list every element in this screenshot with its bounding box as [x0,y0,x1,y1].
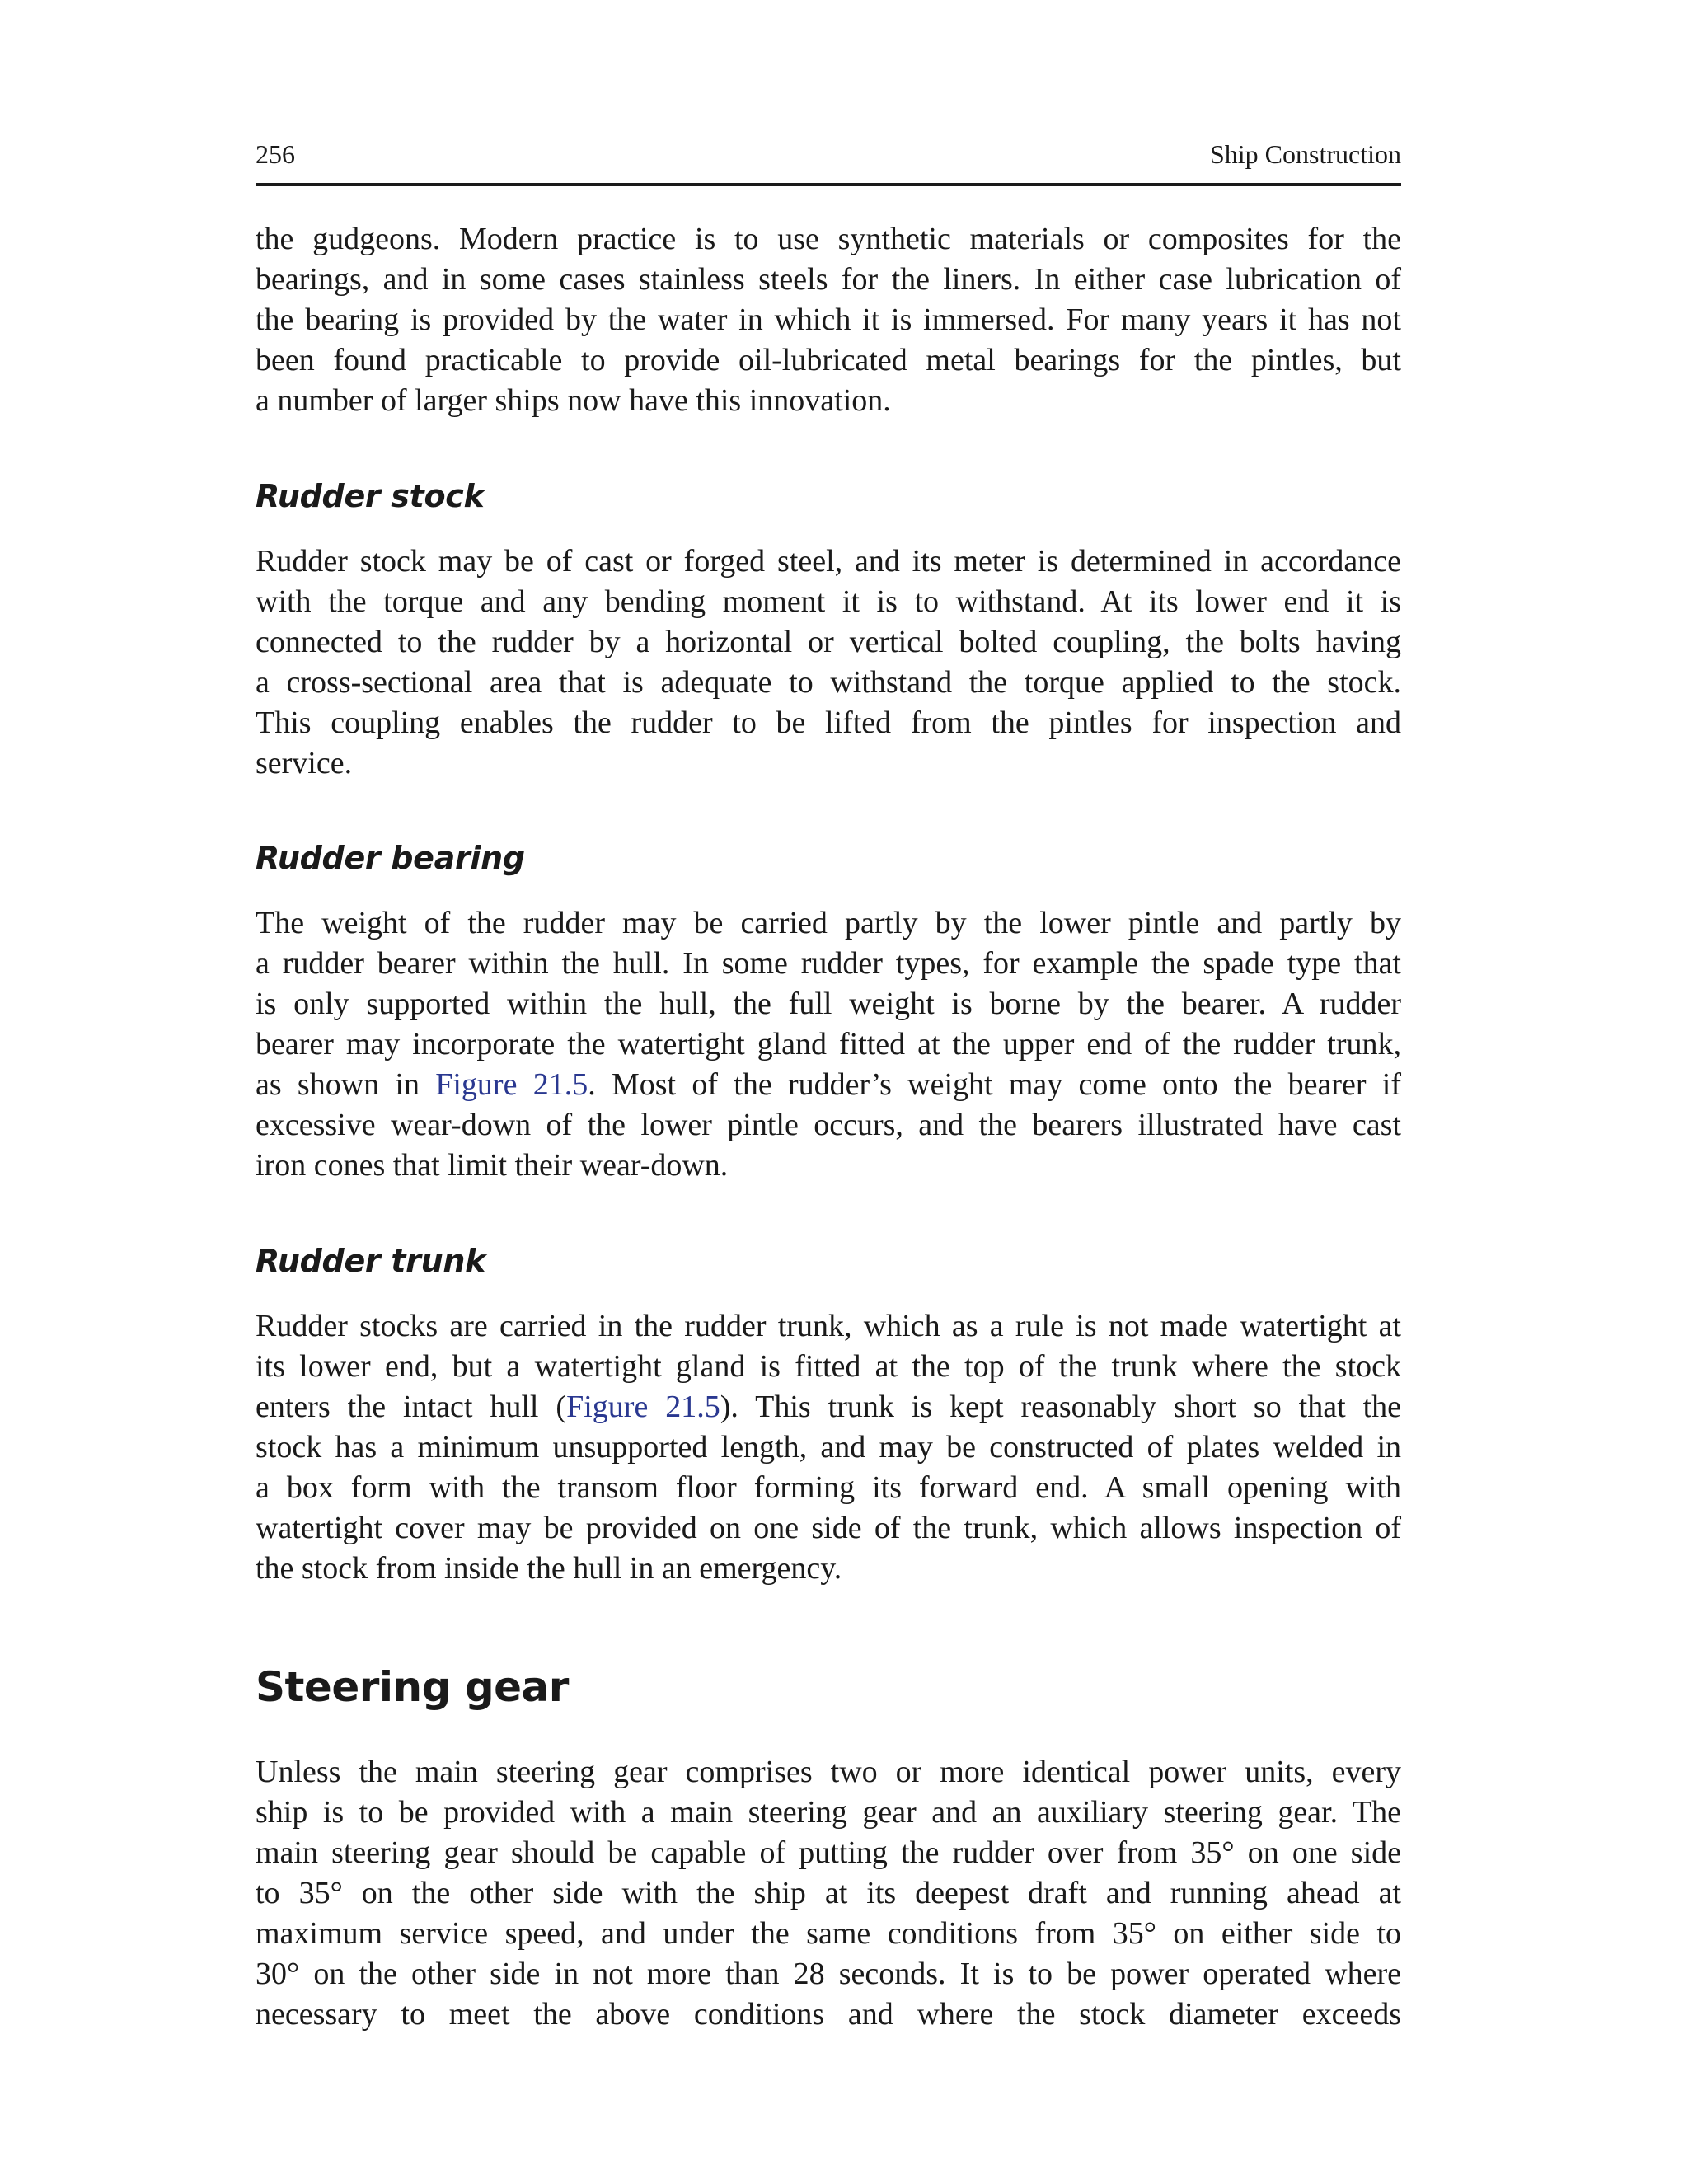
text-line: 30° on the other side in not more than 28 seconds. It is to be power operated where [256,1957,1401,1991]
text-line: been found practicable to provide oil-lubricated metal bearings for the pintles, but [256,343,1401,377]
text-line: necessary to meet the above conditions and where the stock diameter exceeds [256,1997,1401,2032]
text-line: bearer may incorporate the watertight gland fitted at the upper end of the rudder trunk, [256,1027,1401,1062]
text-line: a box form with the transom floor forming its forward end. A small opening with [256,1470,1401,1505]
running-title: Ship Construction [1209,139,1401,169]
text-line: iron cones that limit their wear-down. [256,1148,729,1183]
page-number: 256 [256,139,295,169]
text-line: the bearing is provided by the water in which it is immersed. For many years it has not [256,302,1401,337]
text-line: a cross-sectional area that is adequate to withstand the torque applied to the stock. [256,665,1401,700]
section-heading-rudder-trunk: Rudder trunk [256,1243,486,1279]
text-line: stock has a minimum unsupported length, and may be constructed of plates welded in [256,1430,1401,1465]
text-line: The weight of the rudder may be carried partly by the lower pintle and partly by [256,906,1401,940]
text-line: Rudder stocks are carried in the rudder trunk, which as a rule is not made watertight at [256,1309,1401,1343]
rudder-stock-paragraph [256,541,1401,784]
page-header [256,135,1401,186]
text-line: the gudgeons. Modern practice is to use synthetic materials or composites for the [256,222,1401,256]
text-line: to 35° on the other side with the ship at its deepest draft and running ahead at [256,1876,1401,1910]
steering-gear-paragraph [256,1752,1401,2035]
text-line [256,1387,1401,1427]
text-line: watertight cover may be provided on one side of the trunk, which allows inspection of [256,1511,1401,1545]
text-run: enters the intact hull ( [256,1390,567,1424]
text-line: ship is to be provided with a main steering gear and an auxiliary steering gear. The [256,1795,1401,1830]
text-run: as shown in [256,1067,436,1102]
text-line: the stock from inside the hull in an emergency. [256,1551,842,1586]
text-line: service. [256,746,353,780]
section-heading-steering-gear: Steering gear [256,1663,569,1711]
text-line: Unless the main steering gear comprises two or more identical power units, every [256,1755,1401,1789]
text-run: . Most of the rudder’s weight may come onto the bearer if [588,1067,1401,1102]
figure-link[interactable]: Figure 21.5 [566,1390,720,1424]
text-line: its lower end, but a watertight gland is fitted at the top of the trunk where the stock [256,1349,1401,1384]
text-line: connected to the rudder by a horizontal or vertical bolted coupling, the bolts having [256,625,1401,659]
text-line: is only supported within the hull, the full weight is borne by the bearer. A rudder [256,987,1401,1021]
rudder-trunk-paragraph [256,1306,1401,1589]
rudder-bearing-paragraph [256,903,1401,1186]
text-line: This coupling enables the rudder to be lifted from the pintles for inspection and [256,705,1401,740]
section-heading-rudder-bearing: Rudder bearing [256,840,525,876]
section-heading-rudder-stock: Rudder stock [256,478,485,514]
intro-paragraph [256,219,1401,421]
text-line: Rudder stock may be of cast or forged steel, and its meter is determined in accordance [256,544,1401,579]
text-line [256,1065,1401,1105]
text-line: bearings, and in some cases stainless steels for the liners. In either case lubrication of [256,262,1401,297]
text-line: a rudder bearer within the hull. In some rudder types, for example the spade type that [256,946,1401,981]
text-line: excessive wear-down of the lower pintle occurs, and the bearers illustrated have cast [256,1108,1401,1142]
text-line: main steering gear should be capable of putting the rudder over from 35° on one side [256,1835,1401,1870]
text-line: with the torque and any bending moment it is to withstand. At its lower end it is [256,584,1401,619]
figure-link[interactable]: Figure 21.5 [435,1067,588,1102]
text-line: a number of larger ships now have this innovation. [256,383,891,418]
text-line: maximum service speed, and under the same conditions from 35° on either side to [256,1916,1401,1951]
text-run: ). This trunk is kept reasonably short so that the [720,1390,1401,1424]
